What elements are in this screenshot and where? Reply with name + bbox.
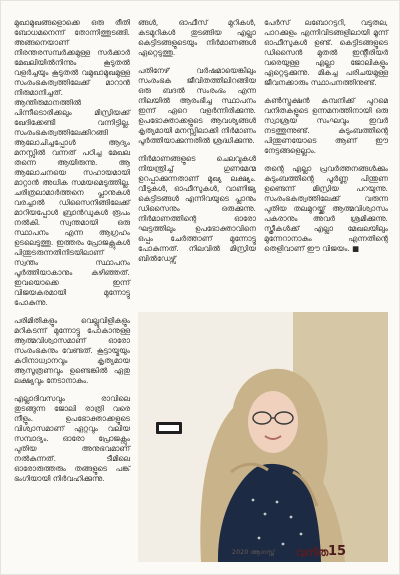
paragraph: കൺസ്ട്രക്ഷൻ കമ്പനിക്ക് പുറമെ വനിതകളുടെ ഉന്നമനത്തിനായി ഒരു സ്വാശ്രയ സംഘവും ഇവർ നടത്തുന്നുണ്ട്. കുടുംബത്തിന്റെ പിന്തുണയോടെ ആണ് ഈ നേട്ടങ്ങളെല്ലാം. — [264, 96, 388, 155]
paragraph: തന്റെ എല്ലാ പ്രവർത്തനങ്ങൾക്കും കുടുംബത്തിന്റെ പൂർണ്ണ പിന്തുണ ഉണ്ടെന്ന് മിസ്രിയ പറയുന്നു. സംരംഭകത്വത്തിലേക്ക് വരുന്ന പുതിയ തലമുറയ്ക്ക് ആത്മവിശ്വാസം പകരാനും അവർ ശ്രമിക്കുന്നു. സ്ത്രീകൾക്ക് എല്ലാ മേഖലയിലും മുന്നേറാനാകും എന്നതിന്റെ തെളിവാണ് ഈ വിജയം. ■ — [264, 164, 388, 253]
paragraph: ങ്ങൾ, ഓഫീസ് മുറികൾ, കടമുറികൾ തുടങ്ങിയ എല്ലാ കെട്ടിടങ്ങളുടെയും നിർമാണങ്ങൾ ഏറ്റെടുത്തു. — [138, 18, 256, 57]
page-number: 15 — [328, 544, 347, 559]
article-column-1 — [14, 18, 130, 492]
paragraph: പേർസ് ലബോറട്ടറി, വടുതല, പാറക്കുളം എന്നിവിടങ്ങളിലായി മൂന്ന് ഓഫീസുകൾ ഉണ്ട്. കെട്ടിടങ്ങളുടെ ഡിസൈൻ മുതൽ ഇന്റീരിയർ വരെയുള്ള എല്ലാ ജോലികളും ഏറ്റെടുക്കുന്നു. മികച്ച പരിചയമുള്ള ജീവനക്കാരും സ്ഥാപനത്തിനുണ്ട്. — [264, 18, 388, 87]
paragraph: മുഖാമുഖങ്ങളൊക്കെ ഒരു രീതി ബോധമനെന്ന് തോന്നിത്തുടങ്ങി. അങ്ങനെയാണ് നിരന്തരസമ്പർക്കമുള്ള സർക്കാർ മേഖലിയിൽനിന്നും കൂടുതൽ വളർച്ചയും കൂടുതൽ വമുഖാമുഖമുള്ള സംരംഭകത്വത്തിലേക്ക് മാറാൻ നിരുമാനിച്ചത്. ആന്തിരുമാനത്തിൽ പിന്നീടൊരിക്കലും മിസ്രിയക്ക് ഖേദിക്കേണ്ടി വന്നിട്ടില്ല. സംരംഭകത്വത്തിലേക്കിറങ്ങി ആലോചിച്ചപ്പോൾ ആദ്യം മനസ്സിൽ വന്നത് പഠിച്ച മേഖല തന്നെ ആയിരുന്നു. ആ ആലോചനയെ സഹായമായി മാറ്റാൻ അധിക സമയമെടുത്തില്ല. ചരിത്രലാമാർത്തനെ പ്ലാനുകൾ വരച്ചാൽ ഡിസൈനിങ്ങിലേക്ക് മാറിയപ്പോൾ ബ്രാൻഡുകൾ രൂപം നൽകി. സ്വന്തമായി ഒരു സ്ഥാപനം എന്ന ആഗ്രഹം ഉടലെടുത്തു. ഇത്തരം പ്രോജക്റ്റുകൾ പിന്തുടരുന്നതിനിടയിലാണ് സ്വന്തം സ്ഥാപനം പൂർത്തിയാകാനും കഴിഞ്ഞത്. ഇവയൊക്കെ ഇന്ന് വിജയകരമായി മുന്നോട്ടു പോകുന്നു. — [14, 18, 130, 307]
person-illustration — [173, 312, 348, 562]
article-column-2 — [138, 18, 256, 272]
magazine-brand: വനിത — [296, 546, 329, 559]
portrait-photo — [138, 312, 388, 562]
article-column-3 — [264, 18, 388, 262]
paragraph: നിർമാണങ്ങളുടെ ചെലവുകൾ നിയന്ത്രിച്ച് ഗുണമേന്മ ഉറപ്പാക്കുന്നതാണ് മുഖ്യ ലക്ഷ്യം. വീടുകൾ, ഓഫീസുകൾ, വാണിജ്യ കെട്ടിടങ്ങൾ എന്നിവയുടെ പ്ലാനും ഡിസൈനും ഒരുക്കുന്നു. നിർമാണത്തിന്റെ ഓരോ ഘട്ടത്തിലും ഉപഭോക്താവിനെ ഒപ്പം ചേർത്താണ് മുന്നോട്ടു പോകുന്നത്. നിലവിൽ മിസ്രിയ ബിൽഡേഴ്സ് — [138, 154, 256, 263]
paragraph: പരിമിതികളും വെല്ലുവിളികളും മറികടന്ന് മുന്നോട്ടു പോകാനുള്ള ആത്മവിശ്വാസമാണ് ഓരോ സംരംഭകനും വേണ്ടത്. കൂട്ടായ്മയും കഠിനാധ്വാനവും കൃത്യമായ ആസൂത്രണവും ഉണ്ടെങ്കിൽ ഏതു ലക്ഷ്യവും നേടാനാകും. — [14, 316, 130, 385]
paragraph: എല്ലാദിവസവും രാവിലെ തുടങ്ങുന്ന ജോലി രാത്രി വരെ നീളും. ഉപഭോക്താക്കളുടെ വിശ്വാസമാണ് ഏറ്റവും വലിയ സമ്പാദ്യം. ഓരോ പ്രോജക്റ്റും പുതിയ അനുഭവമാണ് നൽകുന്നത്. ടീമിലെ ഓരോരുത്തരും തങ്ങളുടെ പങ്ക് ഭംഗിയായി നിർവഹിക്കുന്നു. — [14, 394, 130, 483]
issue-label: 2020 ആഗസ്റ്റ് — [232, 549, 275, 556]
paragraph: പതിനേഴ് വർഷമായെങ്കിലും സംരംഭക ജീവിതത്തിലിറങ്ങിയ ഒരു ബദൽ സംരംഭം എന്ന നിലയിൽ ആരംഭിച്ച സ്ഥാപനം ഇന്ന് ഏറെ വളർന്നിരിക്കുന്നു. ഉപഭോക്താക്കളുടെ ആവശ്യങ്ങൾ കൃത്യമായി മനസ്സിലാക്കി നിർമാണം പൂർത്തിയാക്കുന്നതിൽ ശ്രദ്ധിക്കുന്നു. — [138, 66, 256, 145]
